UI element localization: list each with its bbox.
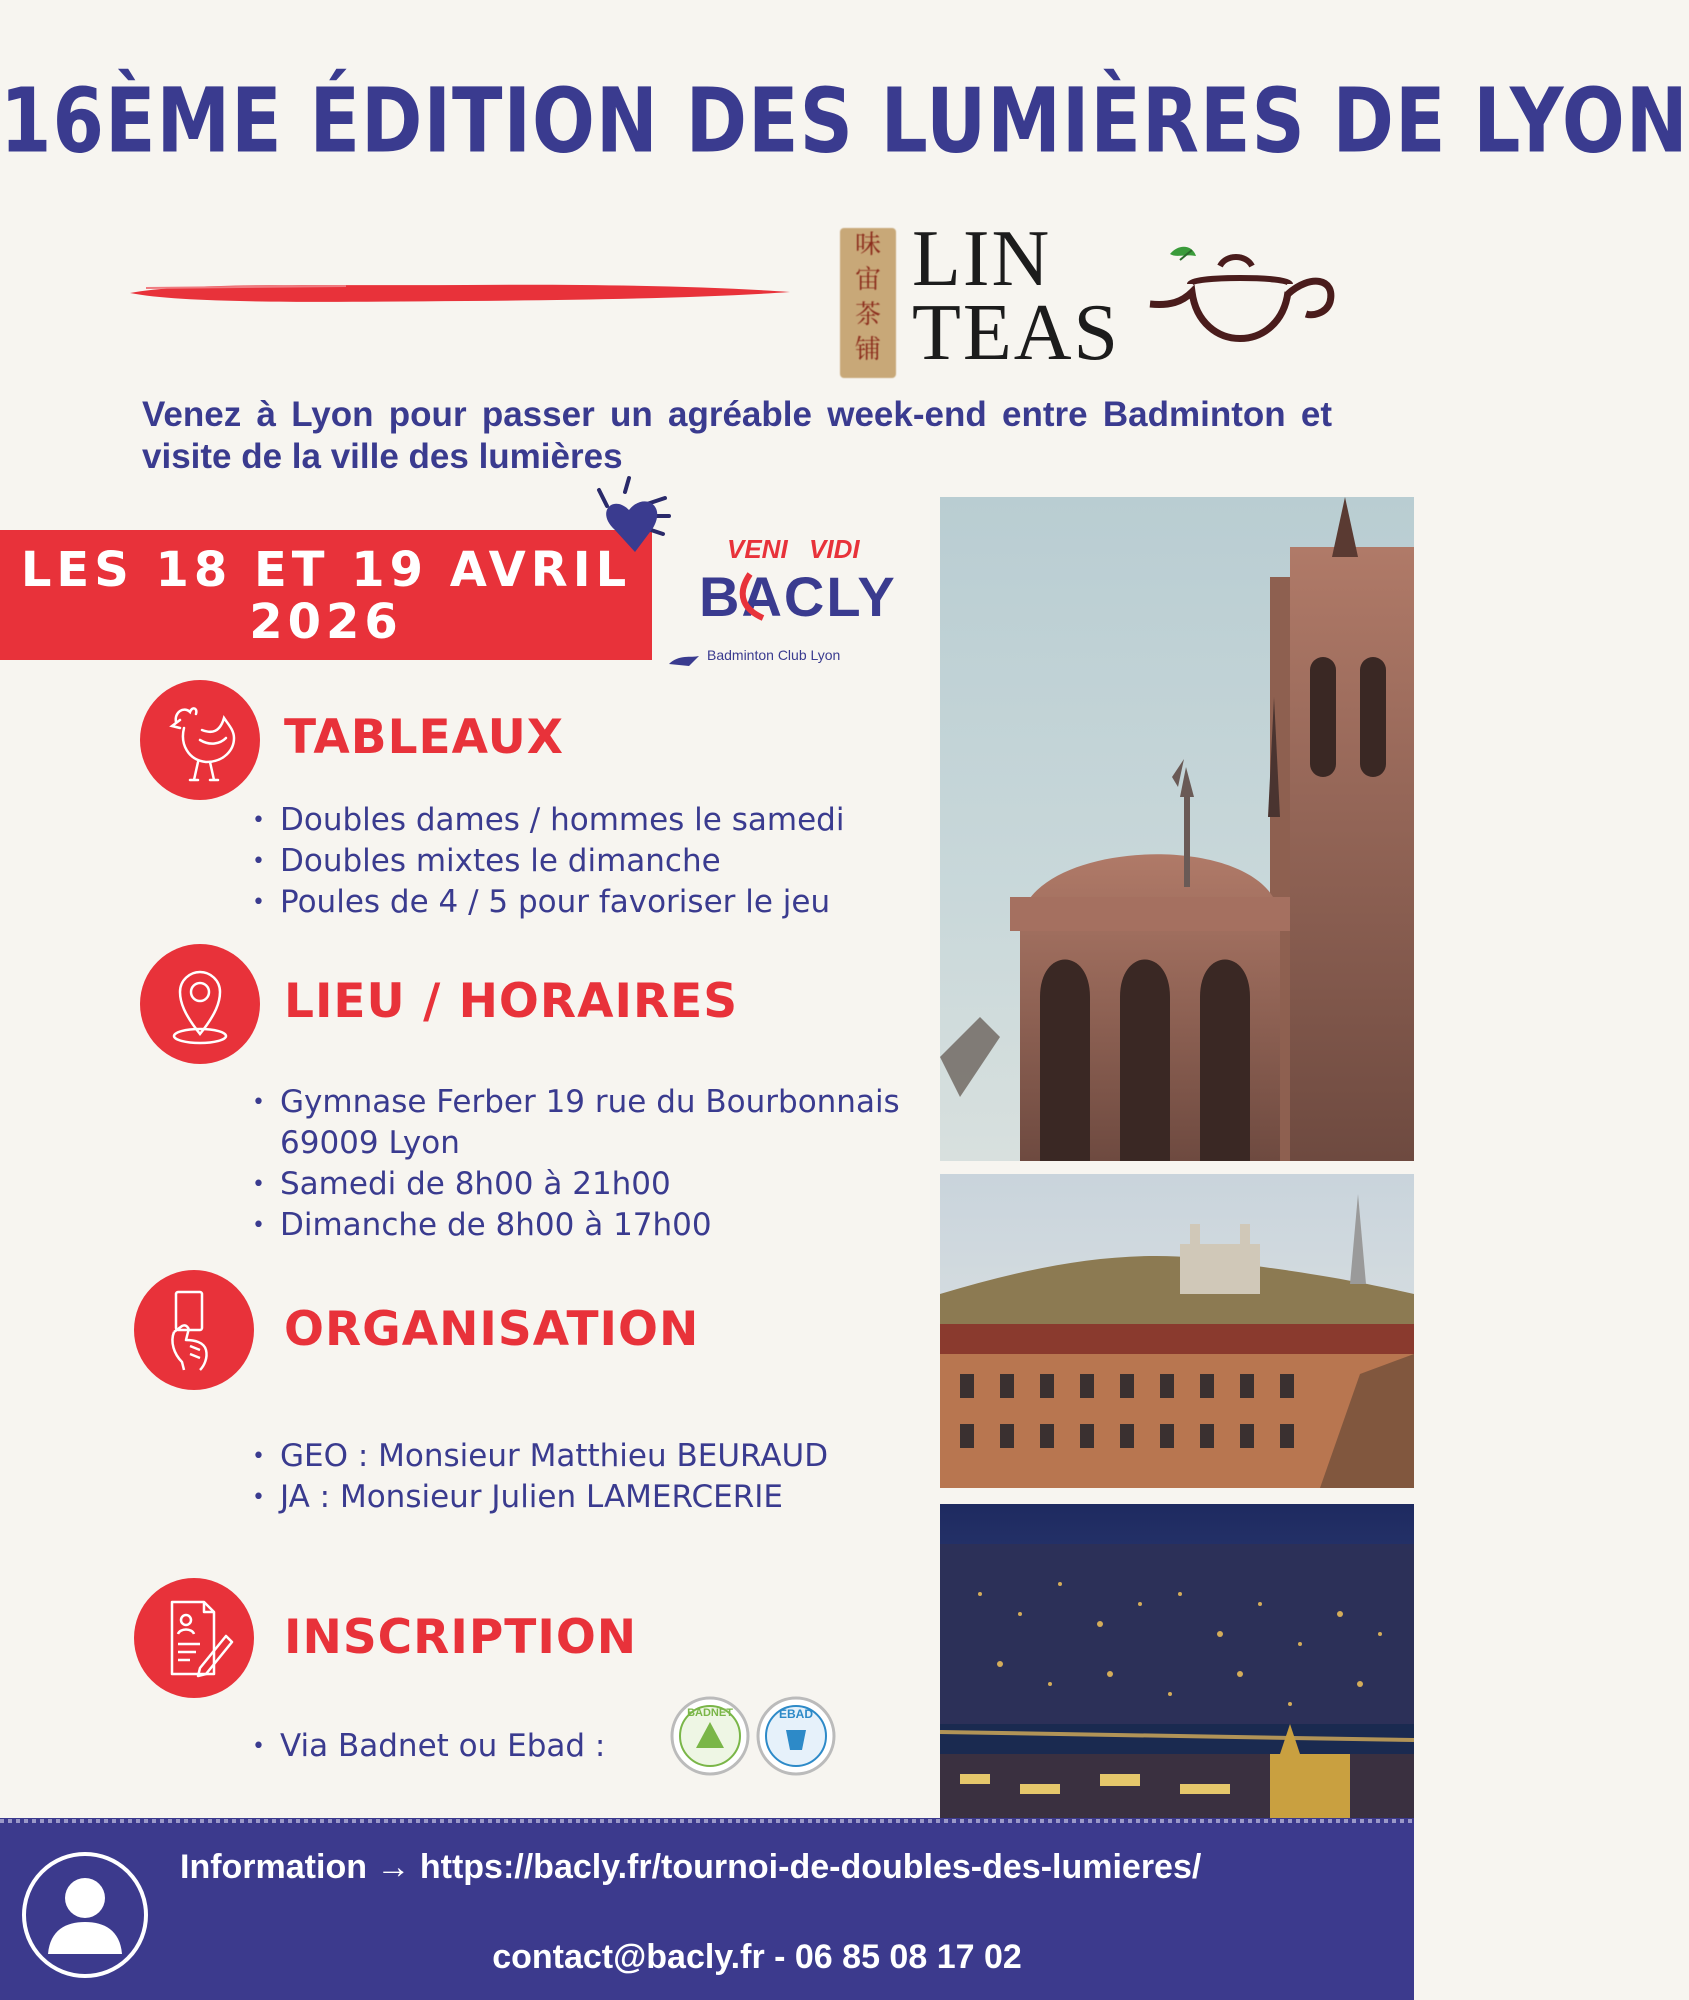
lieu-list: [250, 1082, 920, 1246]
inscription-list: [250, 1726, 670, 1767]
vidi-text: VIDI: [809, 534, 860, 564]
seal-char: 宙: [854, 265, 881, 295]
badnet-badge[interactable]: [668, 1694, 752, 1778]
section-title-organisation: ORGANISATION: [284, 1302, 700, 1357]
info-link[interactable]: Information → https://bacly.fr/tournoi-de-doubles-des-lumieres/: [180, 1848, 1202, 1886]
section-title-tableaux: TABLEAUX: [284, 710, 564, 765]
date-line1: LES 18 ET 19 AVRIL: [20, 542, 632, 598]
seal-char: 铺: [854, 335, 881, 365]
badnet-label: BADNET: [687, 1707, 733, 1719]
section-title-lieu: LIEU / HORAIRES: [284, 974, 739, 1029]
basilica-photo: [940, 497, 1414, 1161]
list-item: • Dimanche de 8h00 à 17h00: [250, 1205, 920, 1246]
lin-teas-logo: [840, 215, 1330, 378]
ebad-label: EBAD: [778, 1707, 814, 1721]
section-title-inscription: INSCRIPTION: [284, 1610, 638, 1665]
sponsor-name-line2: TEAS: [912, 289, 1120, 377]
intro-text: Venez à Lyon pour passer un agréable week-end entre Badminton et visite de la ville des lumières: [142, 395, 1332, 476]
list-item: • Doubles mixtes le dimanche: [250, 841, 910, 882]
chinese-seal: [840, 228, 896, 378]
red-brush-stroke: [126, 280, 794, 306]
date-banner: [0, 530, 652, 660]
bacly-club-logo: [595, 470, 915, 670]
location-pin-icon: [140, 944, 260, 1064]
list-item: • JA : Monsieur Julien LAMERCERIE: [250, 1477, 910, 1518]
list-item: • Samedi de 8h00 à 21h00: [250, 1164, 920, 1205]
list-item: • Doubles dames / hommes le samedi: [250, 800, 910, 841]
chicken-icon: [140, 680, 260, 800]
list-item: • GEO : Monsieur Matthieu BEURAUD: [250, 1436, 910, 1477]
list-item: • Poules de 4 / 5 pour favoriser le jeu: [250, 882, 910, 923]
list-item: • Via Badnet ou Ebad :: [250, 1726, 670, 1767]
sponsor-name-line1: LIN: [912, 215, 1052, 303]
teapot-icon: [1140, 244, 1340, 364]
tableaux-list: [250, 800, 910, 923]
date-line2: 2026: [249, 594, 403, 650]
referee-card-icon: [134, 1270, 254, 1390]
city-hill-photo: [940, 1174, 1414, 1488]
page-title: 16ÈME ÉDITION DES LUMIÈRES DE LYON: [0, 70, 1689, 174]
seal-char: 茶: [854, 300, 881, 330]
organisation-list: [250, 1436, 910, 1518]
list-item: • Gymnase Ferber 19 rue du Bourbonnais 69009 Lyon: [250, 1082, 920, 1164]
contact-info[interactable]: contact@bacly.fr - 06 85 08 17 02: [492, 1938, 1022, 1976]
seal-char: 味: [854, 230, 881, 260]
veni-text: VENI: [727, 534, 788, 564]
sponsor-name: [912, 215, 1120, 377]
club-name: BACLY: [699, 565, 897, 628]
night-city-photo: [940, 1504, 1414, 1818]
footer-dotted-border: [0, 1818, 1414, 1824]
form-pencil-icon: [134, 1578, 254, 1698]
club-subtitle: Badminton Club Lyon: [707, 647, 841, 663]
ebad-badge[interactable]: [754, 1694, 838, 1778]
